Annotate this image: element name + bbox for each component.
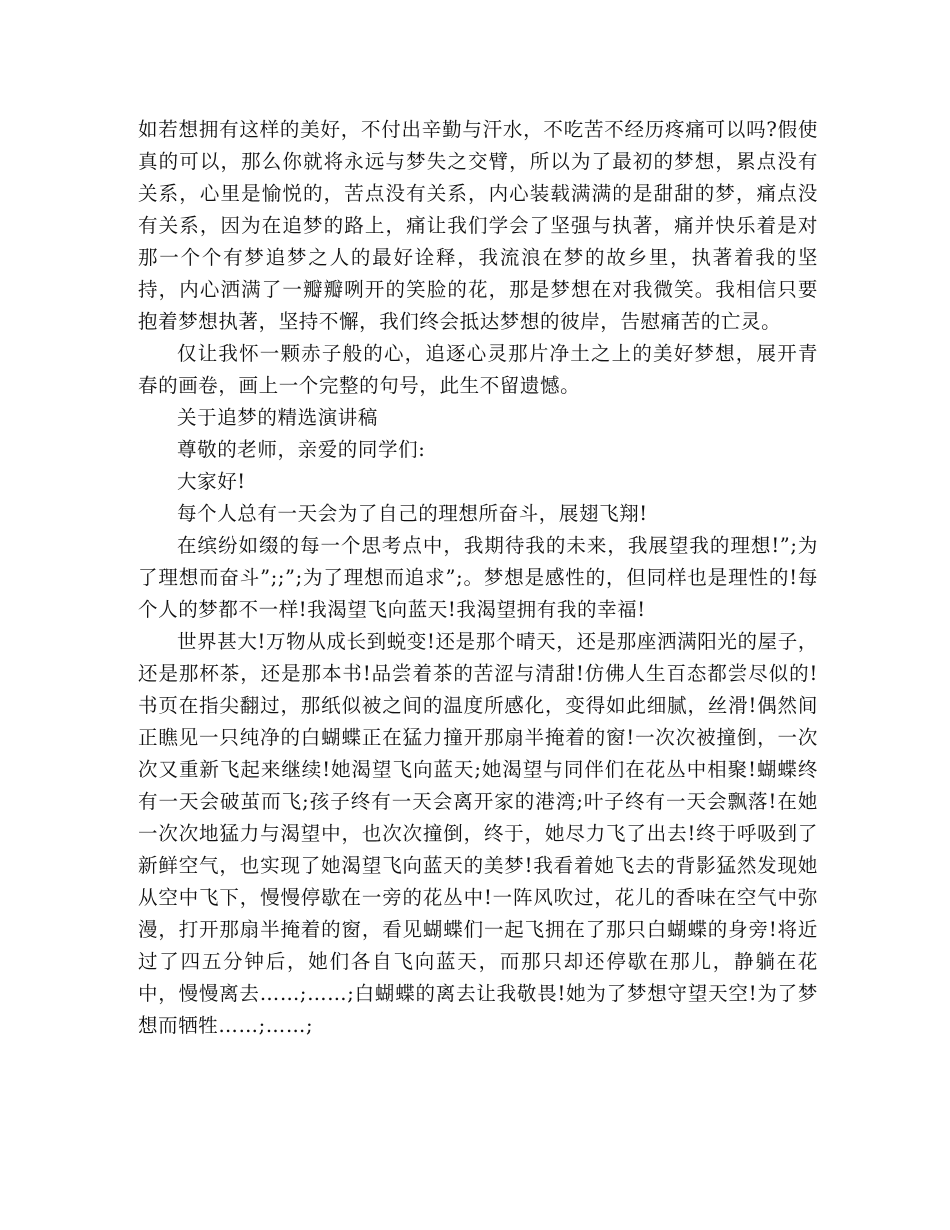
paragraph-dream-effort: 如若想拥有这样的美好，不付出辛勤与汗水，不吃苦不经历疼痛可以吗?假使真的可以，那么你就将永远与梦失之交臂，所以为了最初的梦想，累点没有关系，心里是愉悦的，苦点没有关系，内心装载满满的是甜甜的梦，痛点没有关系，因为在追梦的路上，痛让我们学会了坚强与执著，痛并快乐着是对那一个个有梦追梦之人的最好诠释，我流浪在梦的故乡里，执著着我的坚持，内心洒满了一瓣瓣咧开的笑脸的花，那是梦想在对我微笑。我相信只要抱着梦想执著，坚持不懈，我们终会抵达梦想的彼岸，告慰痛苦的亡灵。 [138,118,818,333]
speech-greeting: 大家好! [177,470,246,493]
paragraph-thinking-points: 在缤纷如缀的每一个思考点中，我期待我的未来，我展望我的理想!”;为了理想而奋斗”;;”;为了理想而追求”;。梦想是感性的，但同样也是理性的!每个人的梦都不一样!我渴望飞向蓝天!我渴望拥有我的幸福! [138,534,818,621]
speech-title: 关于追梦的精选演讲稿 [177,406,379,429]
paragraph-everyone-strives: 每个人总有一天会为了自己的理想所奋斗，展翅飞翔! [177,502,648,525]
paragraph-pure-heart: 仅让我怀一颗赤子般的心，追逐心灵那片净土之上的美好梦想，展开青春的画卷，画上一个完整的句号，此生不留遗憾。 [138,342,818,397]
document-page [138,114,818,1042]
paragraph-white-butterfly: 世界甚大!万物从成长到蜕变!还是那个晴天，还是那座洒满阳光的屋子，还是那杯茶，还是那本书!品尝着茶的苦涩与清甜!仿佛人生百态都尝尽似的!书页在指尖翻过，那纸似被之间的温度所感化，变得如此细腻，丝滑!偶然间正瞧见一只纯净的白蝴蝶正在猛力撞开那扇半掩着的窗!一次次被撞倒，一次次又重新飞起来继续!她渴望飞向蓝天;她渴望与同伴们在花丛中相聚!蝴蝶终有一天会破茧而飞;孩子终有一天会离开家的港湾;叶子终有一天会飘落!在她一次次地猛力与渴望中，也次次撞倒，终于，她尽力飞了出去!终于呼吸到了新鲜空气，也实现了她渴望飞向蓝天的美梦!我看着她飞去的背影猛然发现她从空中飞下，慢慢停歇在一旁的花丛中!一阵风吹过，花儿的香味在空气中弥漫，打开那扇半掩着的窗，看见蝴蝶们一起飞拥在了那只白蝴蝶的身旁!将近过了四五分钟后，她们各自飞向蓝天，而那只却还停歇在那儿，静躺在花中，慢慢离去……;……;白蝴蝶的离去让我敬畏!她为了梦想守望天空!为了梦想而牺牲……;……; [138,630,818,1037]
speech-salutation: 尊敬的老师，亲爱的同学们: [177,438,426,461]
